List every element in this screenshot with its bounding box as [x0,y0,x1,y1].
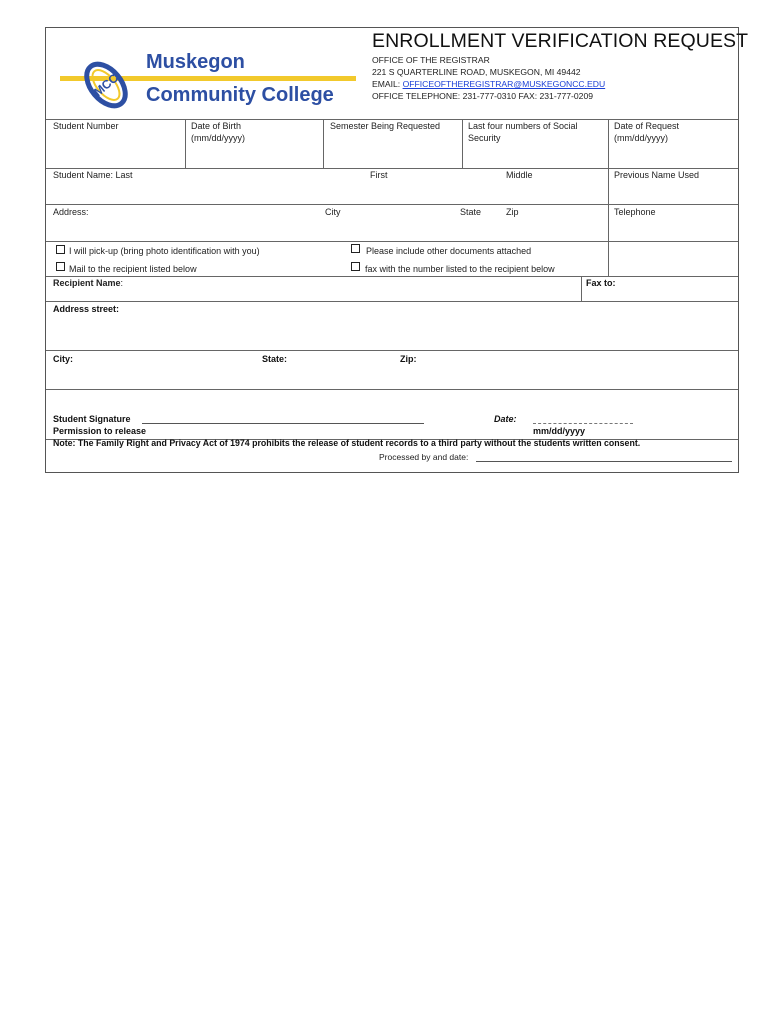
city-label: City [325,207,341,217]
zip-label: Zip [506,207,519,217]
processed-label: Processed by and date: [379,452,469,462]
fax-option-label: fax with the number listed to the recipient below [365,264,555,274]
date-label: Date: [494,414,517,424]
address-field[interactable] [46,220,608,240]
logo-name-line1: Muskegon [146,51,245,73]
fax-to-label: Fax to: [586,278,616,288]
divider [46,204,738,205]
divider [46,119,738,120]
telephone-field[interactable] [609,220,737,240]
ssn-label-2: Security [468,133,501,143]
include-documents-label: Please include other documents attached [366,246,532,256]
include-documents-checkbox[interactable] [351,244,360,253]
mail-label: Mail to the recipient listed below [69,264,197,274]
registrar-email-line [372,79,605,89]
divider [46,276,738,277]
permission-label: Permission to release [53,426,147,436]
divider [46,389,738,390]
recipient-city-label: City: [53,354,73,364]
registrar-office: OFFICE OF THE REGISTRAR [372,55,490,65]
address-street-label: Address street: [53,304,120,314]
ssn-field[interactable] [463,144,608,166]
pickup-checkbox[interactable] [56,245,65,254]
last-name-label: Student Name: Last [53,170,133,180]
fax-checkbox[interactable] [351,262,360,271]
student-name-field[interactable] [46,183,608,203]
recipient-zip-field[interactable] [426,366,726,388]
recipient-state-label: State: [262,354,288,364]
enrollment-verification-form [45,27,749,473]
recipient-state-field[interactable] [296,366,396,388]
pickup-label: I will pick-up (bring photo identification with you) [69,246,260,256]
recipient-zip-label: Zip: [400,354,417,364]
student-number-field[interactable] [46,144,185,166]
previous-name-label: Previous Name Used [614,170,700,180]
ferpa-note: Note: The Family Right and Privacy Act of 1974 prohibits the release of student records to a third party without the students written consent. [53,438,641,448]
divider [46,241,738,242]
registrar-address: 221 S QUARTERLINE ROAD, MUSKEGON, MI 49442 [372,67,581,77]
date-of-request-format: (mm/dd/yyyy) [614,133,668,143]
student-signature-label: Student Signature [53,414,131,424]
date-of-request-field[interactable] [609,144,737,166]
recipient-city-field[interactable] [86,366,256,388]
recipient-name-colon: : [120,278,124,288]
date-format: mm/dd/yyyy [533,426,586,436]
recipient-name-field[interactable] [146,278,576,298]
divider [46,350,738,351]
first-name-label: First [370,170,388,180]
dob-format: (mm/dd/yyyy) [191,133,245,143]
logo-name-line2: Community College [146,84,334,106]
recipient-name-label [53,278,123,289]
registrar-email-link[interactable]: OFFICEOFTHEREGISTRAR@MUSKEGONCC.EDU [402,79,606,89]
form-title: ENROLLMENT VERIFICATION REQUEST [372,30,749,52]
dob-field[interactable] [186,144,323,166]
ssn-label: Last four numbers of Social [468,121,578,131]
previous-name-field[interactable] [609,183,737,203]
dob-label: Date of Birth [191,121,242,131]
divider [46,301,738,302]
date-of-request-label: Date of Request [614,121,680,131]
signature-date-line[interactable] [533,423,633,424]
svg-text:MCC: MCC [91,70,121,100]
student-number-label: Student Number [53,121,119,131]
address-street-field[interactable] [46,318,737,348]
college-logo [60,44,360,116]
fax-number-field[interactable] [623,278,737,298]
semester-label: Semester Being Requested [330,121,441,131]
divider [581,276,582,301]
divider [46,168,738,169]
state-label: State [460,207,482,217]
mcc-seal-icon [78,56,134,114]
email-label: EMAIL: [372,79,401,89]
processed-line[interactable] [476,461,732,462]
middle-name-label: Middle [506,170,533,180]
signature-line[interactable] [142,423,424,424]
address-label: Address: [53,207,89,217]
recipient-name-label-text: Recipient Name [53,278,121,288]
mail-checkbox[interactable] [56,262,65,271]
semester-field[interactable] [324,144,462,166]
telephone-label: Telephone [614,207,656,217]
registrar-phone-fax: OFFICE TELEPHONE: 231-777-0310 FAX: 231-777-0209 [372,91,594,101]
